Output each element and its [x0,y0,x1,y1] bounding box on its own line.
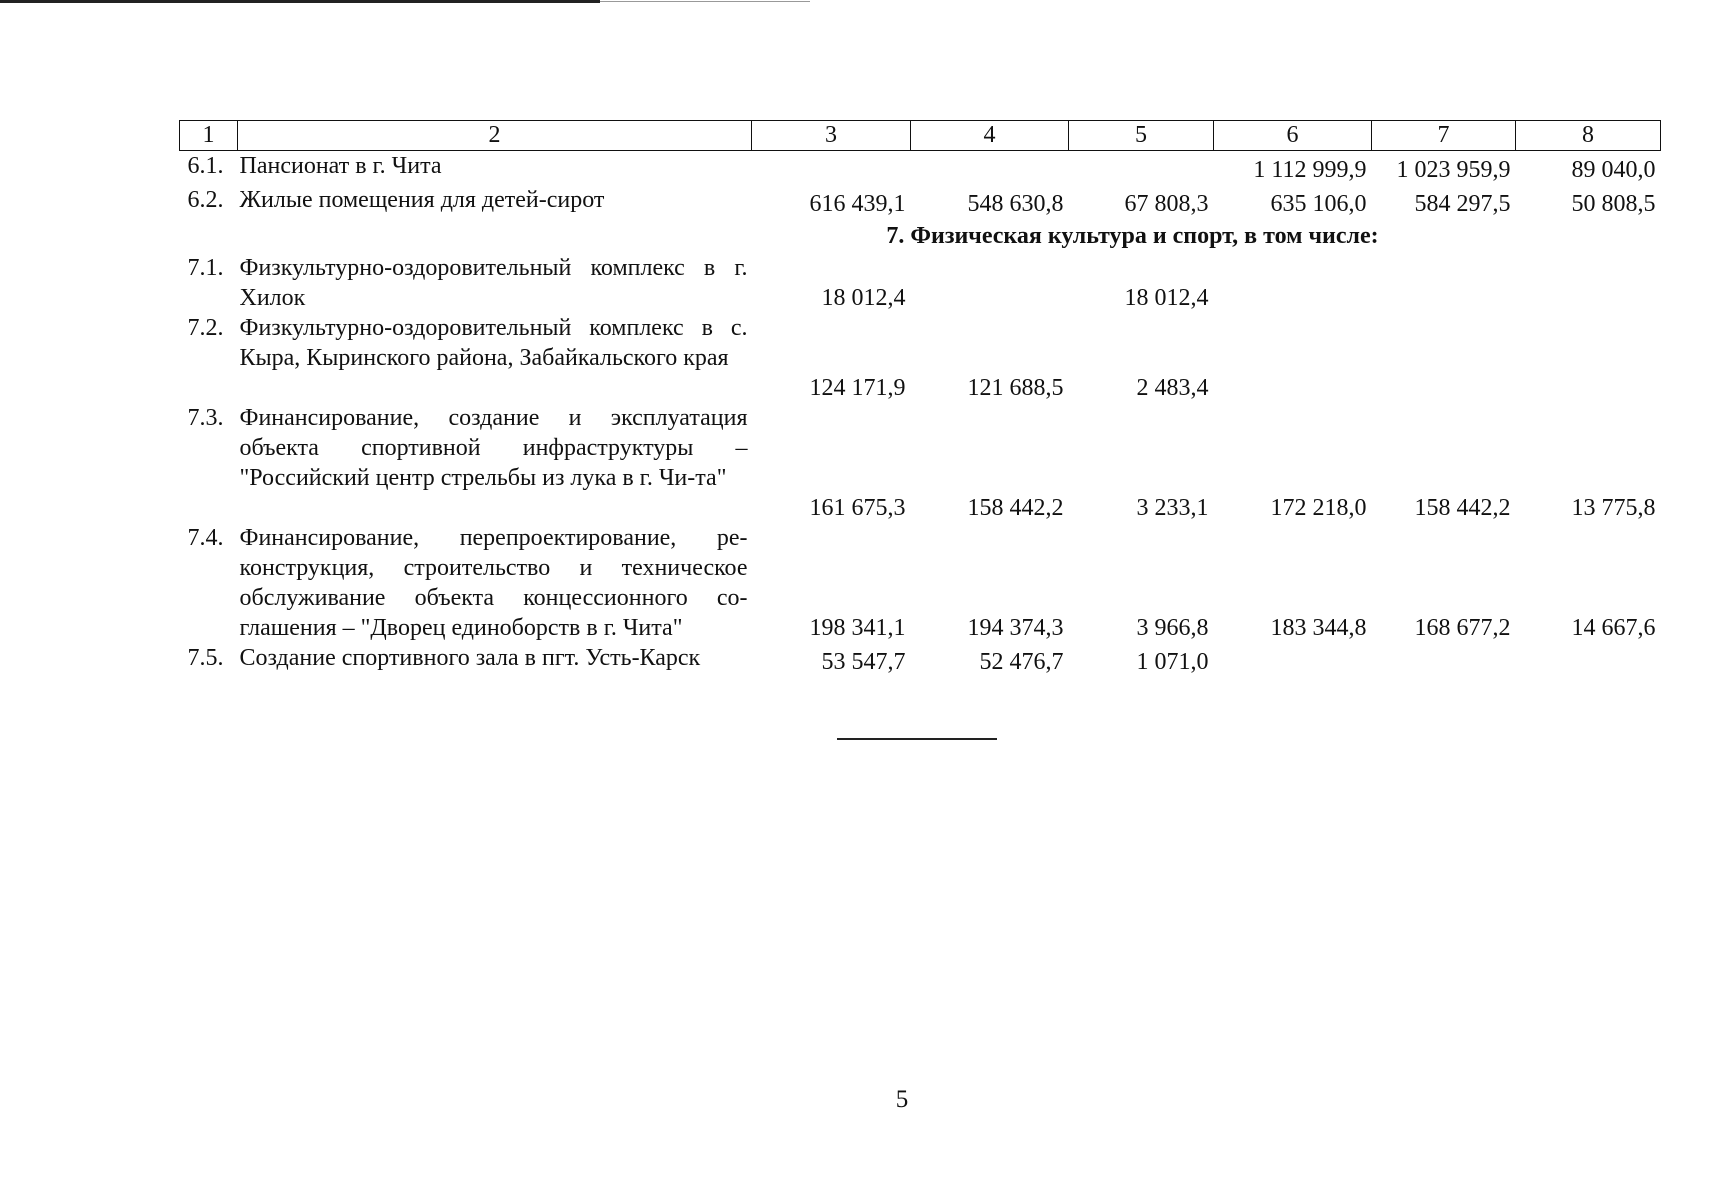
page-top-rule [0,0,600,3]
header-col-8: 8 [1516,121,1661,151]
row-value-col-8 [1516,253,1661,313]
row-value-col-6: 172 218,0 [1270,494,1367,521]
budget-table [179,120,1661,677]
row-value-col-5: 3 966,8 [1136,614,1209,641]
section-title: 7. Физическая культура и спорт, в том числе: [886,222,1379,249]
row-value-col-7: 1 023 959,9 [1396,156,1511,183]
row-value-col-3: 616 439,1 [809,190,906,217]
table-row [180,185,1661,219]
row-value-col-5: 3 233,1 [1136,494,1209,521]
row-value-col-6: 183 344,8 [1270,614,1367,641]
row-number: 7.1. [187,254,224,281]
table-row [180,523,1661,643]
row-name: Жилые помещения для детей-сирот [239,186,605,213]
header-col-7: 7 [1372,121,1516,151]
header-col-1: 1 [180,121,238,151]
row-value-col-4 [911,253,1069,313]
row-value-col-4: 121 688,5 [967,374,1064,401]
row-number: 7.3. [187,404,224,431]
section-row [180,219,1661,253]
row-value-col-7: 584 297,5 [1414,190,1511,217]
row-name: Физкультурно-оздоровительный комплекс в с. Кыра, Кыринского района, Забайкальского края [239,314,748,371]
row-value-col-8 [1516,643,1661,677]
row-number: 7.4. [187,524,224,551]
row-value-col-4: 194 374,3 [967,614,1064,641]
header-col-2: 2 [238,121,752,151]
page-number: 5 [895,1086,909,1113]
row-name: Финансирование, создание и эксплуатация объекта спортивной инфраструктуры – "Российский центр стрельбы из лука в г. Чи-та" [239,404,748,491]
table-body [180,151,1661,677]
table-header [180,121,1661,151]
row-value-col-5: 1 071,0 [1136,648,1209,675]
row-value-col-3: 161 675,3 [809,494,906,521]
row-value-col-6 [1214,313,1372,403]
row-value-col-3: 53 547,7 [821,648,906,675]
row-value-col-7 [1372,253,1516,313]
table-row [180,643,1661,677]
table-row [180,151,1661,185]
row-number: 7.5. [187,644,224,671]
row-value-col-6 [1214,253,1372,313]
row-value-col-8: 89 040,0 [1571,156,1656,183]
header-col-3: 3 [752,121,911,151]
row-value-col-5 [1069,151,1214,185]
row-value-col-8: 14 667,6 [1571,614,1656,641]
row-value-col-8: 50 808,5 [1571,190,1656,217]
row-value-col-8 [1516,313,1661,403]
row-name: Финансирование, перепроектирование, ре-конструкция, строительство и техническое обслуживание объекта концессионного со-глашения – "Дворец единоборств в г. Чита" [239,524,748,641]
row-value-col-4: 548 630,8 [967,190,1064,217]
table-row [180,313,1661,403]
row-value-col-6 [1214,643,1372,677]
row-name: Создание спортивного зала в пгт. Усть-Карск [239,644,701,671]
row-value-col-3: 198 341,1 [809,614,906,641]
row-value-col-7: 168 677,2 [1414,614,1511,641]
row-number: 6.1. [187,153,224,179]
page-top-rule-thin [600,1,810,2]
section-cell [180,219,1661,253]
end-of-table-rule [837,738,997,740]
row-name: Пансионат в г. Чита [239,153,442,179]
row-value-col-5: 67 808,3 [1124,190,1209,217]
row-value-col-3 [752,151,911,185]
row-value-col-8: 13 775,8 [1571,494,1656,521]
row-number: 6.2. [187,186,224,213]
row-value-col-6: 1 112 999,9 [1253,156,1367,183]
row-value-col-6: 635 106,0 [1270,190,1367,217]
row-name: Физкультурно-оздоровительный комплекс в г. Хилок [239,254,748,311]
row-value-col-7 [1372,643,1516,677]
table-row [180,403,1661,523]
row-value-col-7 [1372,313,1516,403]
header-col-5: 5 [1069,121,1214,151]
header-col-4: 4 [911,121,1069,151]
row-value-col-7: 158 442,2 [1414,494,1511,521]
row-value-col-4: 158 442,2 [967,494,1064,521]
row-value-col-3: 18 012,4 [821,284,906,311]
row-value-col-5: 2 483,4 [1136,374,1209,401]
table-row [180,253,1661,313]
row-value-col-4 [911,151,1069,185]
row-value-col-3: 124 171,9 [809,374,906,401]
row-value-col-4: 52 476,7 [979,648,1064,675]
row-value-col-5: 18 012,4 [1124,284,1209,311]
header-col-6: 6 [1214,121,1372,151]
row-number: 7.2. [187,314,224,341]
header-row [180,121,1661,151]
